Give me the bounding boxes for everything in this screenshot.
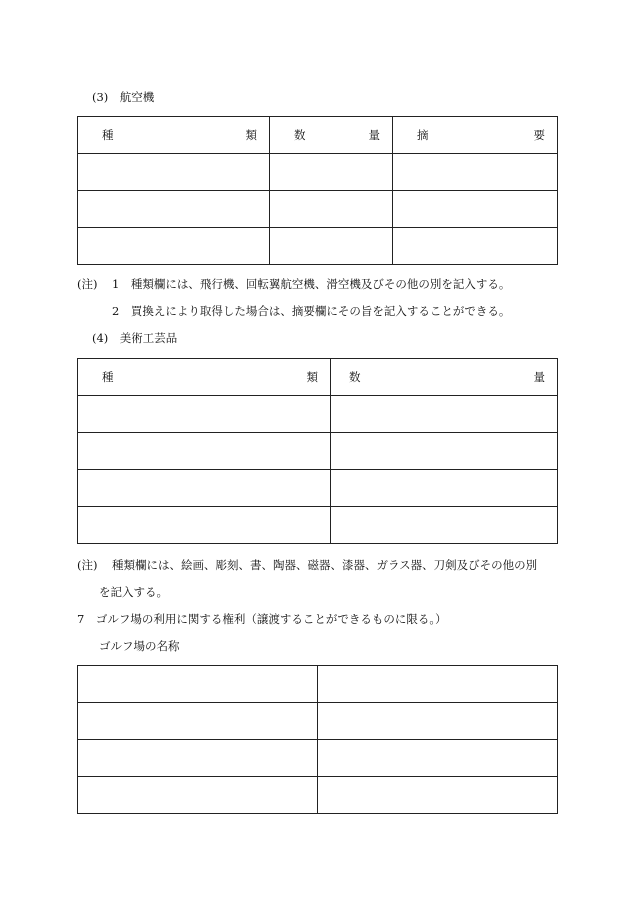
table-row: [78, 154, 558, 191]
table-cell[interactable]: [331, 433, 558, 470]
table-row: [78, 433, 558, 470]
table-cell[interactable]: [78, 396, 331, 433]
table-cell[interactable]: [318, 703, 558, 740]
table-cell[interactable]: [393, 228, 558, 265]
column-header-quantity: 数 量: [349, 370, 545, 384]
table-cell[interactable]: [331, 470, 558, 507]
aircraft-table: [77, 116, 558, 265]
table-row: [78, 191, 558, 228]
table-cell[interactable]: [78, 666, 318, 703]
golf-table: [77, 665, 558, 814]
table-cell[interactable]: [78, 703, 318, 740]
table-cell[interactable]: [78, 470, 331, 507]
table-cell[interactable]: [270, 228, 393, 265]
note-text: 種類欄には、絵画、彫刻、書、陶器、磁器、漆器、ガラス器、刀剣及びその他の別: [112, 558, 538, 572]
table-row: [78, 507, 558, 544]
table-cell[interactable]: [318, 777, 558, 814]
note-item: 1 種類欄には、飛行機、回転翼航空機、滑空機及びその他の別を記入する。: [112, 277, 511, 291]
table-cell[interactable]: [318, 666, 558, 703]
table-cell[interactable]: [78, 777, 318, 814]
art-section-heading: (4) 美術工芸品: [92, 331, 178, 345]
golf-section-heading: 7 ゴルフ場の利用に関する権利（譲渡することができるものに限る。）: [77, 612, 447, 626]
column-header-type: 種 類: [102, 370, 318, 384]
table-cell[interactable]: [78, 507, 331, 544]
table-cell[interactable]: [270, 154, 393, 191]
column-header-type: 種 類: [102, 128, 257, 142]
table-cell[interactable]: [78, 154, 270, 191]
table-row: [78, 703, 558, 740]
table-cell[interactable]: [318, 740, 558, 777]
table-cell[interactable]: [78, 228, 270, 265]
note-label: (注): [77, 558, 98, 572]
art-table: [77, 358, 558, 544]
table-cell[interactable]: [393, 191, 558, 228]
table-row: [78, 470, 558, 507]
table-cell[interactable]: [331, 507, 558, 544]
note-label: (注): [77, 277, 98, 291]
note-text: を記入する。: [99, 585, 168, 599]
column-header-quantity: 数 量: [294, 128, 380, 142]
table-cell[interactable]: [393, 154, 558, 191]
table-cell[interactable]: [78, 433, 331, 470]
table-row: [78, 396, 558, 433]
table-cell[interactable]: [331, 396, 558, 433]
table-header-row: [78, 117, 558, 154]
table-row: [78, 740, 558, 777]
table-cell[interactable]: [270, 191, 393, 228]
table-row: [78, 777, 558, 814]
table-cell[interactable]: [78, 740, 318, 777]
golf-table-caption: ゴルフ場の名称: [99, 639, 180, 653]
table-cell[interactable]: [78, 191, 270, 228]
table-row: [78, 666, 558, 703]
aircraft-section-heading: (3) 航空機: [92, 90, 155, 104]
table-row: [78, 228, 558, 265]
note-item: 2 買換えにより取得した場合は、摘要欄にその旨を記入することができる。: [112, 304, 511, 318]
table-header-row: [78, 359, 558, 396]
column-header-remarks: 摘 要: [417, 128, 545, 142]
